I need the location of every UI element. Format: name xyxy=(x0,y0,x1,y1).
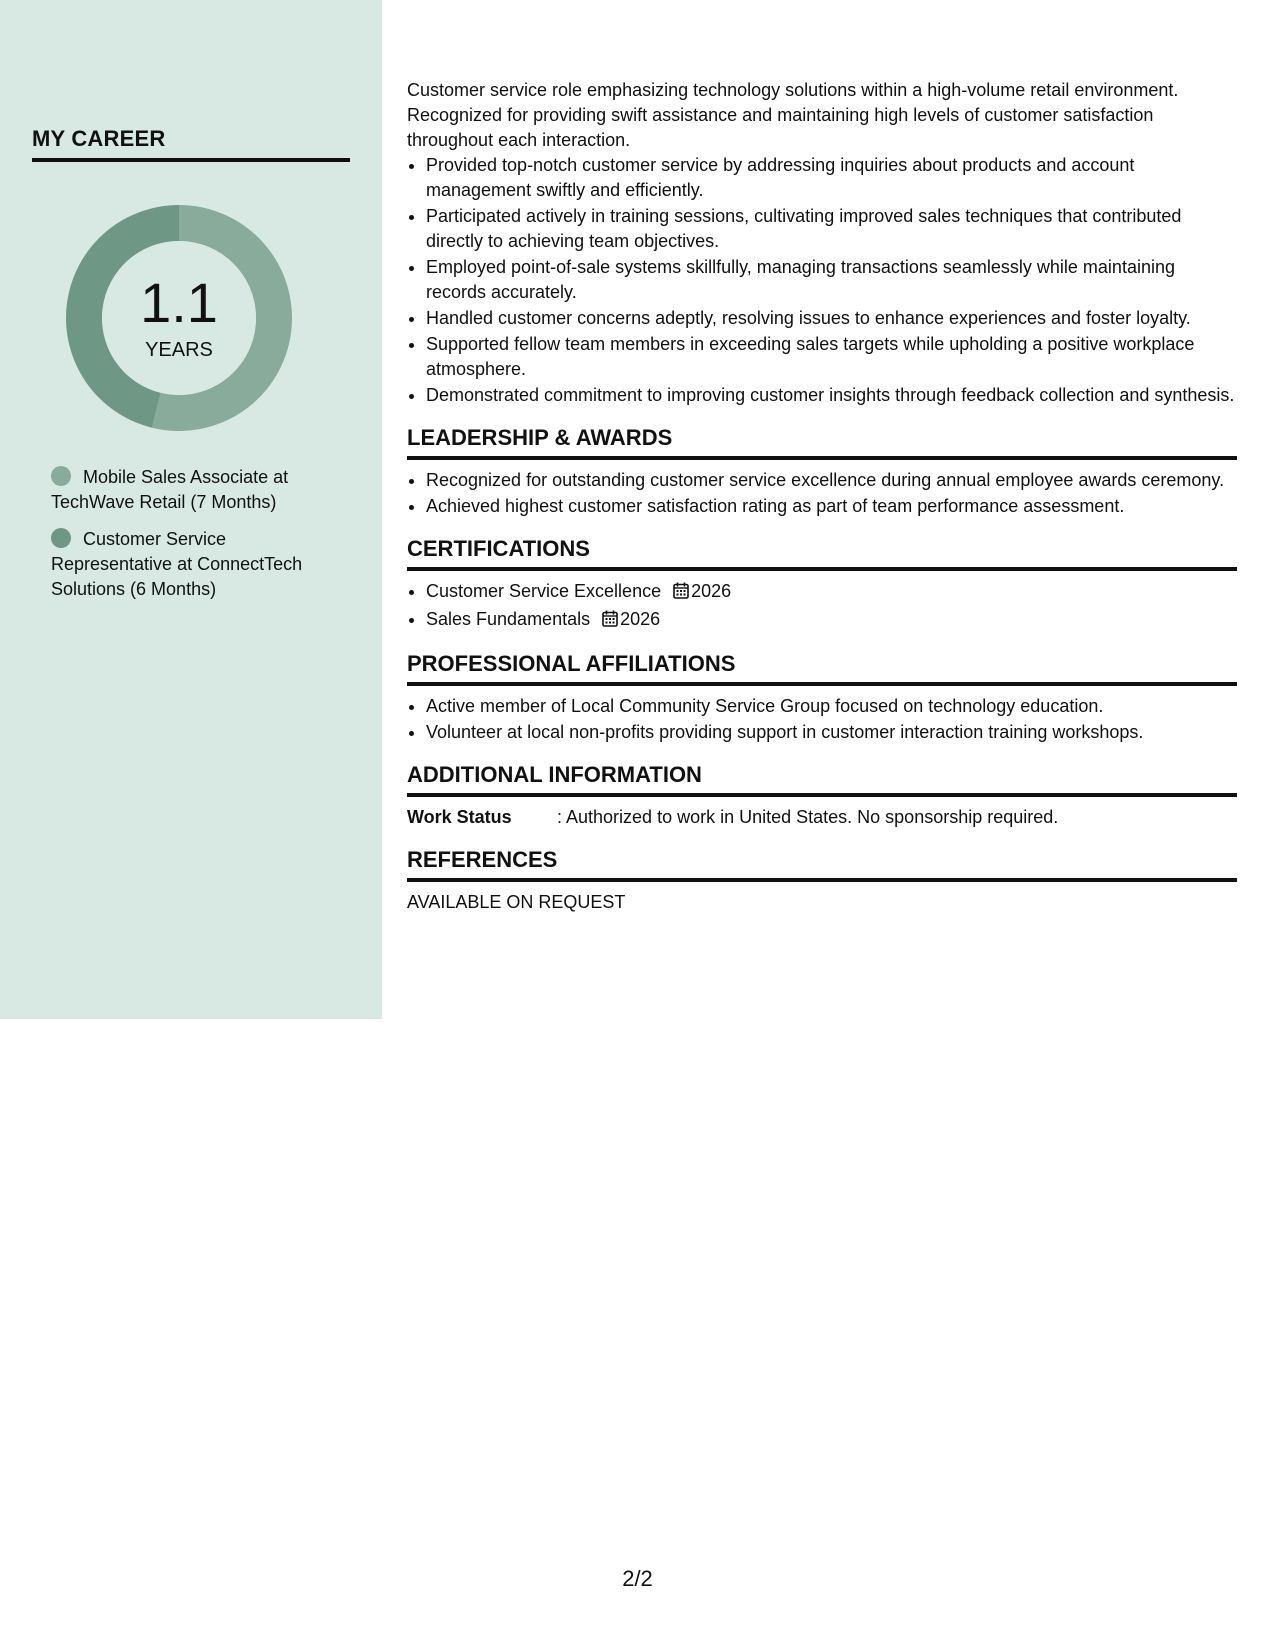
experience-bullets xyxy=(407,153,1237,408)
list-item: • Handled customer concerns adeptly, resolving issues to enhance experiences and foster loyalty. xyxy=(426,306,1237,331)
certification-year: 2026 xyxy=(620,609,661,629)
calendar-icon xyxy=(602,609,618,634)
work-status-row xyxy=(407,805,1237,830)
certification-item xyxy=(426,579,1237,606)
sidebar-title: MY CAREER xyxy=(32,126,350,162)
certifications-list xyxy=(407,579,1237,634)
donut-unit: YEARS xyxy=(145,339,213,361)
references-text: AVAILABLE ON REQUEST xyxy=(407,892,626,912)
page-number: 2/2 xyxy=(622,1566,653,1591)
certification-name: Customer Service Excellence xyxy=(426,581,662,601)
career-item-label: Customer Service Representative at ConnectTech Solutions (6 Months) xyxy=(51,529,303,599)
career-list xyxy=(51,465,331,614)
list-item: • Recognized for outstanding customer service excellence during annual employee awards ceremony. xyxy=(426,468,1237,493)
experience-summary: Customer service role emphasizing technology solutions within a high-volume retail environment. Recognized for providing swift assistance and maintaining high levels of customer satisfaction throughout each interaction. xyxy=(407,80,1179,150)
list-item: • Achieved highest customer satisfaction rating as part of team performance assessment. xyxy=(426,494,1237,519)
affiliations-list xyxy=(407,694,1237,745)
career-item xyxy=(51,465,331,515)
work-status-value: : Authorized to work in United States. No sponsorship required. xyxy=(557,807,1059,827)
section-title-certifications: CERTIFICATIONS xyxy=(407,535,1237,571)
list-item: • Participated actively in training sessions, cultivating improved sales techniques that contributed directly to achieving team objectives. xyxy=(426,204,1237,254)
section-title-affiliations: PROFESSIONAL AFFILIATIONS xyxy=(407,650,1237,686)
legend-dot-icon xyxy=(51,466,71,486)
section-title-leadership: LEADERSHIP & AWARDS xyxy=(407,424,1237,460)
list-item: • Active member of Local Community Service Group focused on technology education. xyxy=(426,694,1237,719)
certification-name: Sales Fundamentals xyxy=(426,609,591,629)
section-title-additional: ADDITIONAL INFORMATION xyxy=(407,761,1237,797)
calendar-icon xyxy=(673,581,689,606)
certification-item xyxy=(426,607,1237,634)
main-content xyxy=(407,78,1237,915)
list-item: • Volunteer at local non-profits providing support in customer interaction training workshops. xyxy=(426,720,1237,745)
work-status-label: Work Status xyxy=(407,807,512,827)
donut-value: 1.1 xyxy=(140,271,218,334)
list-item: • Provided top-notch customer service by addressing inquiries about products and account management swiftly and efficiently. xyxy=(426,153,1237,203)
section-title-references: REFERENCES xyxy=(407,846,1237,882)
leadership-list xyxy=(407,468,1237,519)
sidebar xyxy=(0,0,382,1019)
certification-year: 2026 xyxy=(691,581,732,601)
career-item xyxy=(51,527,331,602)
list-item: • Demonstrated commitment to improving customer insights through feedback collection and synthesis. xyxy=(426,383,1237,408)
career-item-label: Mobile Sales Associate at TechWave Retail (7 Months) xyxy=(51,467,289,512)
career-donut-chart xyxy=(66,205,292,431)
list-item: • Supported fellow team members in exceeding sales targets while upholding a positive workplace atmosphere. xyxy=(426,332,1237,382)
list-item: • Employed point-of-sale systems skillfully, managing transactions seamlessly while maintaining records accurately. xyxy=(426,255,1237,305)
legend-dot-icon xyxy=(51,528,71,548)
